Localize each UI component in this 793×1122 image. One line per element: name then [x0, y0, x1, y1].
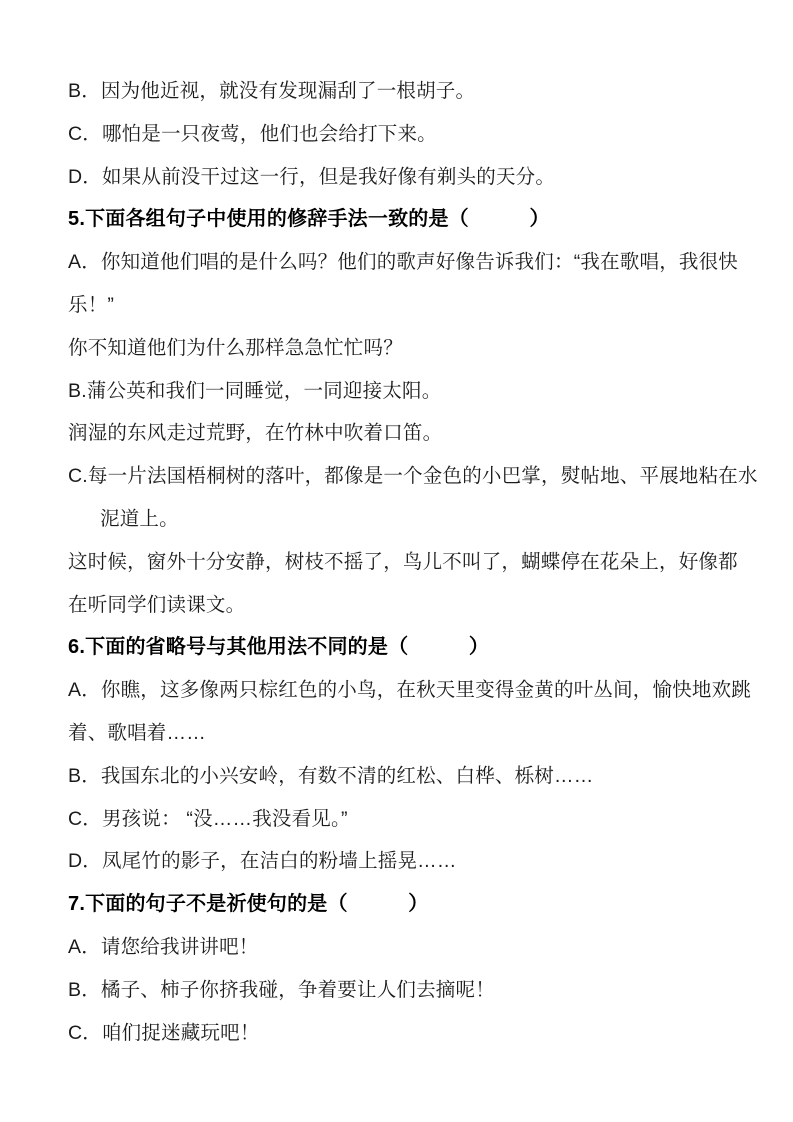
q5-option-a-line1: A．你知道他们唱的是什么吗？他们的歌声好像告诉我们：“我在歌唱，我很快: [68, 251, 739, 274]
q5-option-a-line3: 你不知道他们为什么那样急急忙忙吗？: [68, 336, 403, 359]
q5-option-b-line2: 润湿的东风走过荒野，在竹林中吹着口笛。: [68, 422, 443, 445]
q5-option-a-line2: 乐！”: [68, 293, 115, 316]
q6-option-c: C．男孩说： “没……我没看见。”: [68, 807, 348, 830]
q7-option-b: B．橘子、柿子你挤我碰，争着要让人们去摘呢！: [68, 978, 495, 1001]
q5-option-c-line1: C.每一片法国梧桐树的落叶，都像是一个金色的小巴掌，熨帖地、平展地粘在水: [68, 465, 758, 488]
question-5-heading: 5.下面各组句子中使用的修辞手法一致的是（ ）: [68, 208, 550, 231]
document-body: [68, 70, 758, 1054]
q7-option-c: C．咱们捉迷藏玩吧！: [68, 1021, 260, 1044]
q6-option-d: D．凤尾竹的影子，在洁白的粉墙上摇晃……: [68, 850, 457, 873]
q5-option-c-line3: 这时候，窗外十分安静，树枝不摇了，鸟儿不叫了，蝴蝶停在花朵上，好像都: [68, 550, 738, 573]
q5-option-b-line1: B.蒲公英和我们一同睡觉，一同迎接太阳。: [68, 379, 442, 402]
question-7-heading: 7.下面的句子不是祈使句的是（ ）: [68, 893, 429, 916]
q5-option-c-line4: 在听同学们读课文。: [68, 593, 246, 616]
q6-option-a-line2: 着、歌唱着……: [68, 721, 206, 744]
q7-option-a: A．请您给我讲讲吧！: [68, 935, 259, 958]
q4-option-b: B．因为他近视，就没有发现漏刮了一根胡子。: [68, 80, 476, 102]
q4-option-d: D．如果从前没干过这一行，但是我好像有剃头的天分。: [68, 165, 556, 188]
question-6-heading: 6.下面的省略号与其他用法不同的是（ ）: [68, 636, 490, 659]
q4-option-c: C．哪怕是一只夜莺，他们也会给打下来。: [68, 122, 437, 145]
q6-option-b: B．我国东北的小兴安岭，有数不清的红松、白桦、栎树……: [68, 764, 594, 787]
q5-option-c-line2: 泥道上。: [100, 507, 179, 530]
q6-option-a-line1: A．你瞧，这多像两只棕红色的小鸟，在秋天里变得金黄的叶丛间，愉快地欢跳: [68, 679, 752, 702]
